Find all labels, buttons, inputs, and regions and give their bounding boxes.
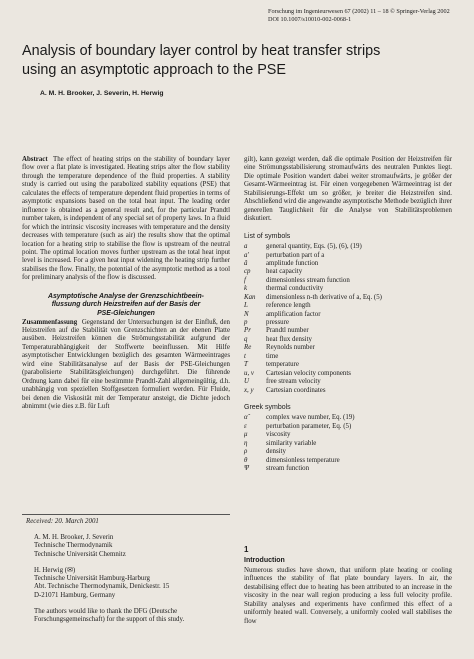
symbol-entry <box>244 370 452 378</box>
received-divider <box>22 514 230 515</box>
greek-symbol-entry <box>244 457 452 465</box>
symbol: k <box>244 285 248 293</box>
symbol-description: dimensionless stream function <box>266 276 350 284</box>
greek-symbol: θ <box>244 456 248 464</box>
abstract-label: Abstract <box>22 156 48 163</box>
section-title: Introduction <box>244 557 285 564</box>
symbol: N <box>244 310 249 318</box>
symbol-entry <box>244 336 452 344</box>
address-line: Abt. Technische Thermodynamik, Denickestr. 15 <box>34 583 170 591</box>
symbol-entry <box>244 387 452 395</box>
zusammenfassung-text-left: Gegenstand der Untersuchungen ist der Einfluß, den Heizstreifen auf die Stabilität von Grenzschichten an der ebenen Platte ausüben. Heizstreifen können die Strömungsstabilität aufgrund der Temperaturabhängigkeit der Stoffwerte beeinflussen. Mit Hilfe asymptotischer Entwicklungen bezüglich des gesamten Wärmeeintrages wird eine Stabilitätsanalyse auf der Basis der PSE-Gleichungen (parabolisierte Stabilitätsgleichungen) durchgeführt. Die führende Ordnung kann dabei für eine bestimmte Prandtl-Zahl allgemeingültig, d.h. unabhängig von speziellen Stoffgesetzen formuliert werden. Für Fluide, bei denen die Viskosität mit der Temperatur ansteigt, die Dichte jedoch abnimmt (wie dies z.B. für Luft <box>22 318 230 411</box>
greek-symbol-description: perturbation parameter, Eq. (5) <box>266 422 352 430</box>
symbol: cp <box>244 268 251 276</box>
symbol: Kan <box>244 293 256 301</box>
symbol-entry <box>244 311 452 319</box>
address-line: A. M. H. Brooker, J. Severin <box>34 534 114 541</box>
symbol-entry <box>244 252 452 260</box>
author-list: A. M. H. Brooker, J. Severin, H. Herwig <box>40 90 164 97</box>
symbol-description: Prandtl number <box>266 327 309 335</box>
abstract-text: The effect of heating strips on the stability of boundary layer flow over a flat plate is investigated. Heating strips alter the flow stability through the temperature dependence of the fluid properties. A stability study is carried out using the parabolized stability equations (PSE) that calculates the effects of temperature dependent fluid properties in terms of asymptotic expansions based on the total heat input. The leading order influence is obtained as a general result and, for the particular Prandtl number taken, is independent of any special set of property laws. In a fluid for which the intrinsic viscosity increases with temperature and the density decreases with temperature (such as air) the results show that the optimal location for a heating strip to stabilise the flow is upstream of the neutral point. The optimal location moves further upstream as the total heat input level is increased. For a given heat input widening the heating strip further stabilises the flow. Finally, the potential of the asymptotic method as a tool for preliminary analysis of the flow is discussed. <box>22 156 230 282</box>
greek-symbol: α̂ <box>244 414 248 422</box>
symbol: â <box>244 259 248 267</box>
symbol-description: reference length <box>266 302 311 310</box>
greek-symbols-heading: Greek symbols <box>244 403 291 411</box>
greek-symbol-entry <box>244 423 452 431</box>
symbol-entry <box>244 268 452 276</box>
abstract <box>22 156 230 283</box>
address-line: D-21071 Hamburg, Germany <box>34 591 116 599</box>
symbol-description: amplitude function <box>266 259 319 267</box>
symbol: p <box>244 319 248 327</box>
symbol-entry <box>244 319 452 327</box>
symbol-description: amplification factor <box>266 310 321 318</box>
greek-symbol-description: similarity variable <box>266 439 317 447</box>
symbol-description: heat flux density <box>266 335 312 343</box>
symbol-entry <box>244 285 452 293</box>
left-column <box>22 156 230 412</box>
symbol-entry <box>244 361 452 369</box>
received-date: Received: 20. March 2001 <box>26 518 99 525</box>
symbol-description: Cartesian velocity components <box>266 369 351 377</box>
symbol-description: pressure <box>266 319 289 327</box>
journal-citation: Forschung im Ingenieurwesen 67 (2002) 11 – 18 © Springer-Verlag 2002 <box>268 8 450 15</box>
german-title <box>22 293 230 319</box>
symbol-entry <box>244 302 452 310</box>
german-title-line-1: Asymptotische Analyse der Grenzschichtbeein- <box>48 292 204 300</box>
address-line: Technische Universität Chemnitz <box>34 550 126 558</box>
journal-header <box>268 8 468 24</box>
greek-symbol: μ <box>244 431 248 439</box>
symbol-entry <box>244 353 452 361</box>
symbol-description: dimensionless n-th derivative of a, Eq. (5) <box>266 293 382 301</box>
symbol-description: perturbation part of a <box>266 251 325 259</box>
symbol: u, v <box>244 369 254 377</box>
symbol-description: Cartesian coordinates <box>266 386 326 394</box>
symbol-list <box>244 243 452 395</box>
symbol-entry <box>244 294 452 302</box>
greek-symbol: ρ <box>244 448 248 456</box>
acknowledgement-line: Forschungsgemeinschaft) for the support of this study. <box>34 616 185 624</box>
greek-symbol: Ψ <box>244 465 249 473</box>
greek-symbol-description: complex wave number, Eq. (19) <box>266 414 355 422</box>
symbols-heading: List of symbols <box>244 232 291 240</box>
greek-symbol-description: dimensionless temperature <box>266 456 340 464</box>
symbol: Pr <box>244 327 251 335</box>
symbol: U <box>244 378 249 386</box>
symbol: L <box>244 302 248 310</box>
symbol-entry <box>244 260 452 268</box>
symbol: f <box>244 276 246 284</box>
greek-symbol-list <box>244 414 452 473</box>
symbol-entry <box>244 277 452 285</box>
zusammenfassung <box>22 319 230 412</box>
symbol-entry <box>244 344 452 352</box>
symbol-entry <box>244 243 452 251</box>
zusammenfassung-label: Zusammenfassung <box>22 318 78 326</box>
symbol-entry <box>244 327 452 335</box>
author-addresses <box>34 534 230 625</box>
symbol-description: heat capacity <box>266 268 303 276</box>
address-line: Technische Universität Hamburg-Harburg <box>34 575 150 583</box>
symbol: x, y <box>244 386 254 394</box>
paper-title <box>22 42 462 80</box>
right-column <box>244 156 452 473</box>
doi-line: DOI 10.1007/s10010-002-0068-1 <box>268 16 352 23</box>
title-line-2: using an asymptotic approach to the PSE <box>22 62 286 78</box>
symbol-description: general quantity, Eqs. (5), (6), (19) <box>266 243 362 251</box>
greek-symbol-description: viscosity <box>266 431 291 439</box>
acknowledgement-line: The authors would like to thank the DFG (Deutsche <box>34 608 178 616</box>
symbol: t <box>244 352 246 360</box>
symbol-description: time <box>266 352 279 360</box>
greek-symbol-description: stream function <box>266 465 310 473</box>
address-line: H. Herwig (✉) <box>34 566 76 574</box>
symbol-description: temperature <box>266 361 299 369</box>
section-number: 1 <box>244 545 249 554</box>
symbol-description: Reynolds number <box>266 344 315 352</box>
greek-symbol-entry <box>244 448 452 456</box>
greek-symbol-entry <box>244 465 452 473</box>
symbol: Re <box>244 344 252 352</box>
title-line-1: Analysis of boundary layer control by heat transfer strips <box>22 43 381 59</box>
symbol: a′ <box>244 251 249 259</box>
symbol-entry <box>244 378 452 386</box>
zusammenfassung-continued: gilt), kann gezeigt werden, daß die optimale Position der Heizstreifen für eine Strömungsstabilisierung stromaufwärts des neutralen Punktes liegt. Die optimale Position wandert dabei weiter stromaufwärts, je größer der Gesamt-Wärmeeintrag ist. Für einen vorgegebenen Wärmeeintrag ist der Stabilisierungs-Effekt um so größer, je breiter die Heizstreifen sind. Abschließend wird die angewandte asymptotische Methode bezüglich ihrer generellen Tauglichkeit für die Analyse von Stabilitätsproblemen diskutiert. <box>244 156 452 223</box>
symbol: q <box>244 335 248 343</box>
introduction-text: Numerous studies have shown, that uniform plate heating or cooling influences the stability of flat plate boundary layers. In air, the destabilising effect due to heating has been attributed to an increase in the viscosity in the near wall region producing a less full velocity profile. Stability analyses and experiments have confirmed this effect of a uniformly heated wall. Conversely, a uniformly cooled wall stabilises the flow <box>244 567 452 625</box>
greek-symbol-entry <box>244 431 452 439</box>
symbol: a <box>244 243 248 251</box>
address-line: Technische Thermodynamik <box>34 542 113 550</box>
symbol: T <box>244 361 248 369</box>
greek-symbol: ε <box>244 422 247 430</box>
greek-symbol-description: density <box>266 448 286 456</box>
greek-symbol-entry <box>244 440 452 448</box>
symbol-description: thermal conductivity <box>266 285 324 293</box>
greek-symbol: η <box>244 439 248 447</box>
german-title-line-2: flussung durch Heizstreifen auf der Basis der <box>51 301 201 309</box>
german-title-line-3: PSE-Gleichungen <box>97 309 155 317</box>
greek-symbol-entry <box>244 414 452 422</box>
symbol-description: free stream velocity <box>266 378 321 386</box>
